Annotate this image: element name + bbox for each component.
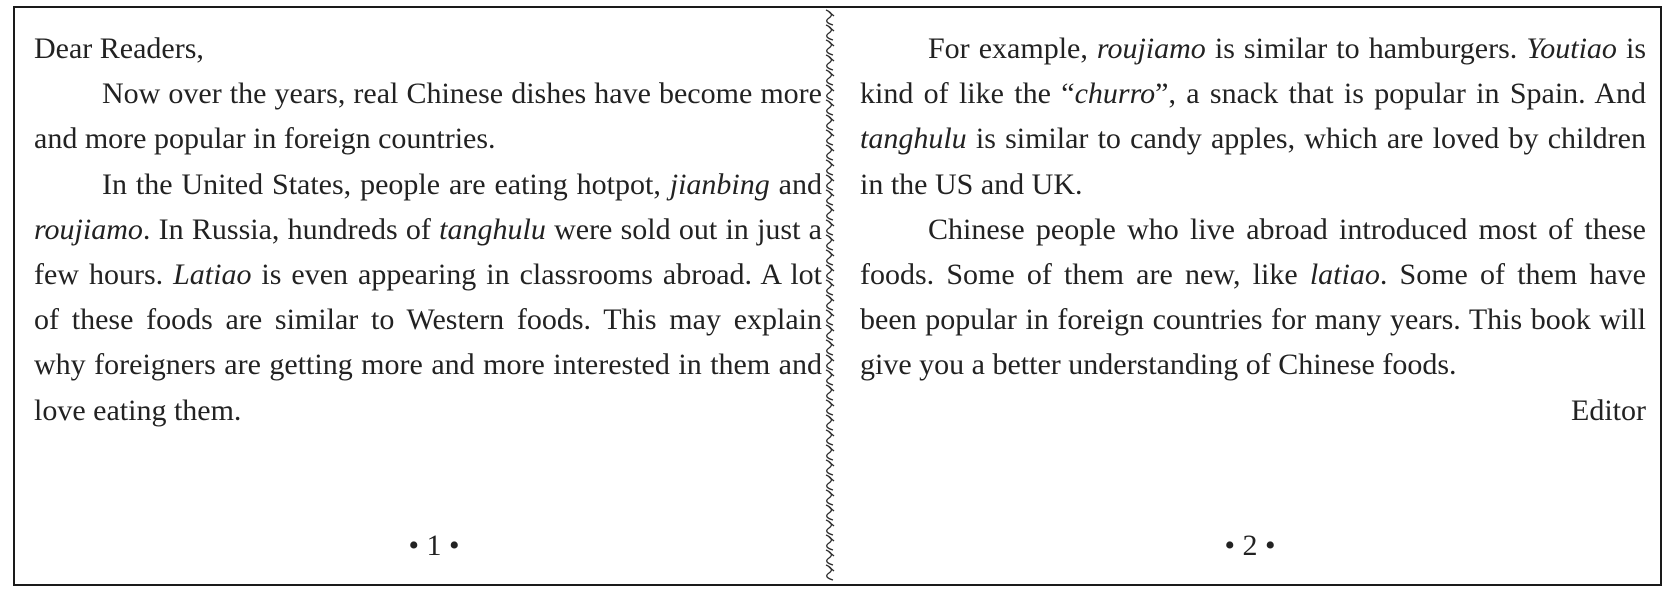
food-term: roujiamo xyxy=(34,212,143,246)
text-segment: . In Russia, hundreds of xyxy=(142,212,440,246)
text-segment: is similar to hamburgers. xyxy=(1205,32,1527,65)
text-segment: ”, a snack that is popular in Spain. And xyxy=(1155,77,1646,111)
text-segment: . Some of them have been popular in foreign countries for many years. This book will give you a better understanding of Chinese foods. xyxy=(860,258,1646,382)
left-paragraph-2 xyxy=(34,162,822,433)
text-segment: In the United States, people are eating hotpot, xyxy=(102,167,670,201)
food-term: tanghulu xyxy=(439,212,546,246)
left-page xyxy=(34,26,822,433)
text-segment: is even appearing in classrooms abroad. A lot of these foods are similar to Western foods. This may explain why foreigners are getting more and more interested in them and love eating them. xyxy=(34,258,822,427)
left-paragraph-1: Now over the years, real Chinese dishes have become more and more popular in foreign countries. xyxy=(34,77,822,156)
right-paragraph-2 xyxy=(860,207,1646,388)
editor-signature: Editor xyxy=(1571,393,1646,427)
food-term: roujiamo xyxy=(1096,32,1206,65)
food-term: tanghulu xyxy=(860,122,967,156)
food-term: Youtiao xyxy=(1526,32,1617,65)
right-page xyxy=(860,26,1646,433)
text-segment: is similar to candy apples, which are loved by children in the US and UK. xyxy=(860,122,1646,201)
page-number-left: • 1 • xyxy=(408,529,460,562)
food-term: jianbing xyxy=(669,167,770,201)
text-segment: is kind of like the “ xyxy=(860,32,1646,111)
text-segment: were sold out in just a few hours. xyxy=(34,212,822,292)
food-term: Latiao xyxy=(173,258,252,292)
book-spine-chain xyxy=(816,6,846,586)
salutation: Dear Readers, xyxy=(34,32,204,65)
text-segment: For example, xyxy=(928,32,1097,65)
text-segment: and xyxy=(769,167,822,201)
right-paragraph-1 xyxy=(860,26,1646,207)
food-term: latiao xyxy=(1309,258,1380,292)
text-segment: Chinese people who live abroad introduced most of these foods. Some of them are new, like xyxy=(860,212,1646,292)
page-number-right: • 2 • xyxy=(1224,529,1276,562)
food-term: churro xyxy=(1074,77,1156,111)
